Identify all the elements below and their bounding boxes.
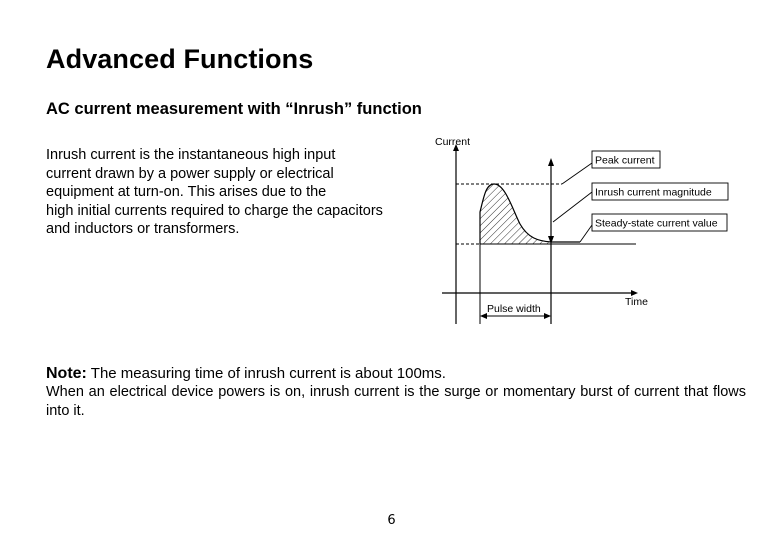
pulse-width-arrow-left xyxy=(480,313,487,319)
magnitude-callout-line xyxy=(553,192,592,222)
steady-label: Steady-state current value xyxy=(595,217,718,230)
intro-line: and inductors or transformers. xyxy=(46,221,240,237)
note-first-text: The measuring time of inrush current is about 100ms. xyxy=(86,365,446,382)
note-body: When an electrical device powers is on, inrush current is the surge or momentary burst of current that flows into it. xyxy=(46,384,746,419)
inrush-diagram xyxy=(420,130,740,330)
intro-paragraph xyxy=(46,146,426,239)
pulse-width-arrow-right xyxy=(544,313,551,319)
pulse-width-label: Pulse width xyxy=(487,303,541,315)
note-label: Note: xyxy=(46,365,87,382)
intro-line: high initial currents required to charge the capacitors xyxy=(46,202,383,219)
intro-line: current drawn by a power supply or electrical xyxy=(46,165,334,182)
note-first-line xyxy=(46,364,746,383)
y-axis-label: Current xyxy=(435,136,471,148)
note-paragraph xyxy=(46,364,746,421)
magnitude-arrow-up xyxy=(548,158,554,166)
intro-line: equipment at turn-on. This arises due to the xyxy=(46,184,327,200)
page-title: Advanced Functions xyxy=(46,44,314,74)
x-axis-label: Time xyxy=(625,296,648,308)
steady-callout-line xyxy=(580,225,592,242)
peak-callout-line xyxy=(562,163,592,184)
section-heading: AC current measurement with “Inrush” function xyxy=(46,100,422,118)
peak-label: Peak current xyxy=(595,154,655,167)
intro-line: Inrush current is the instantaneous high input xyxy=(46,147,336,163)
page-number: 6 xyxy=(387,513,396,528)
magnitude-label: Inrush current magnitude xyxy=(595,186,712,199)
